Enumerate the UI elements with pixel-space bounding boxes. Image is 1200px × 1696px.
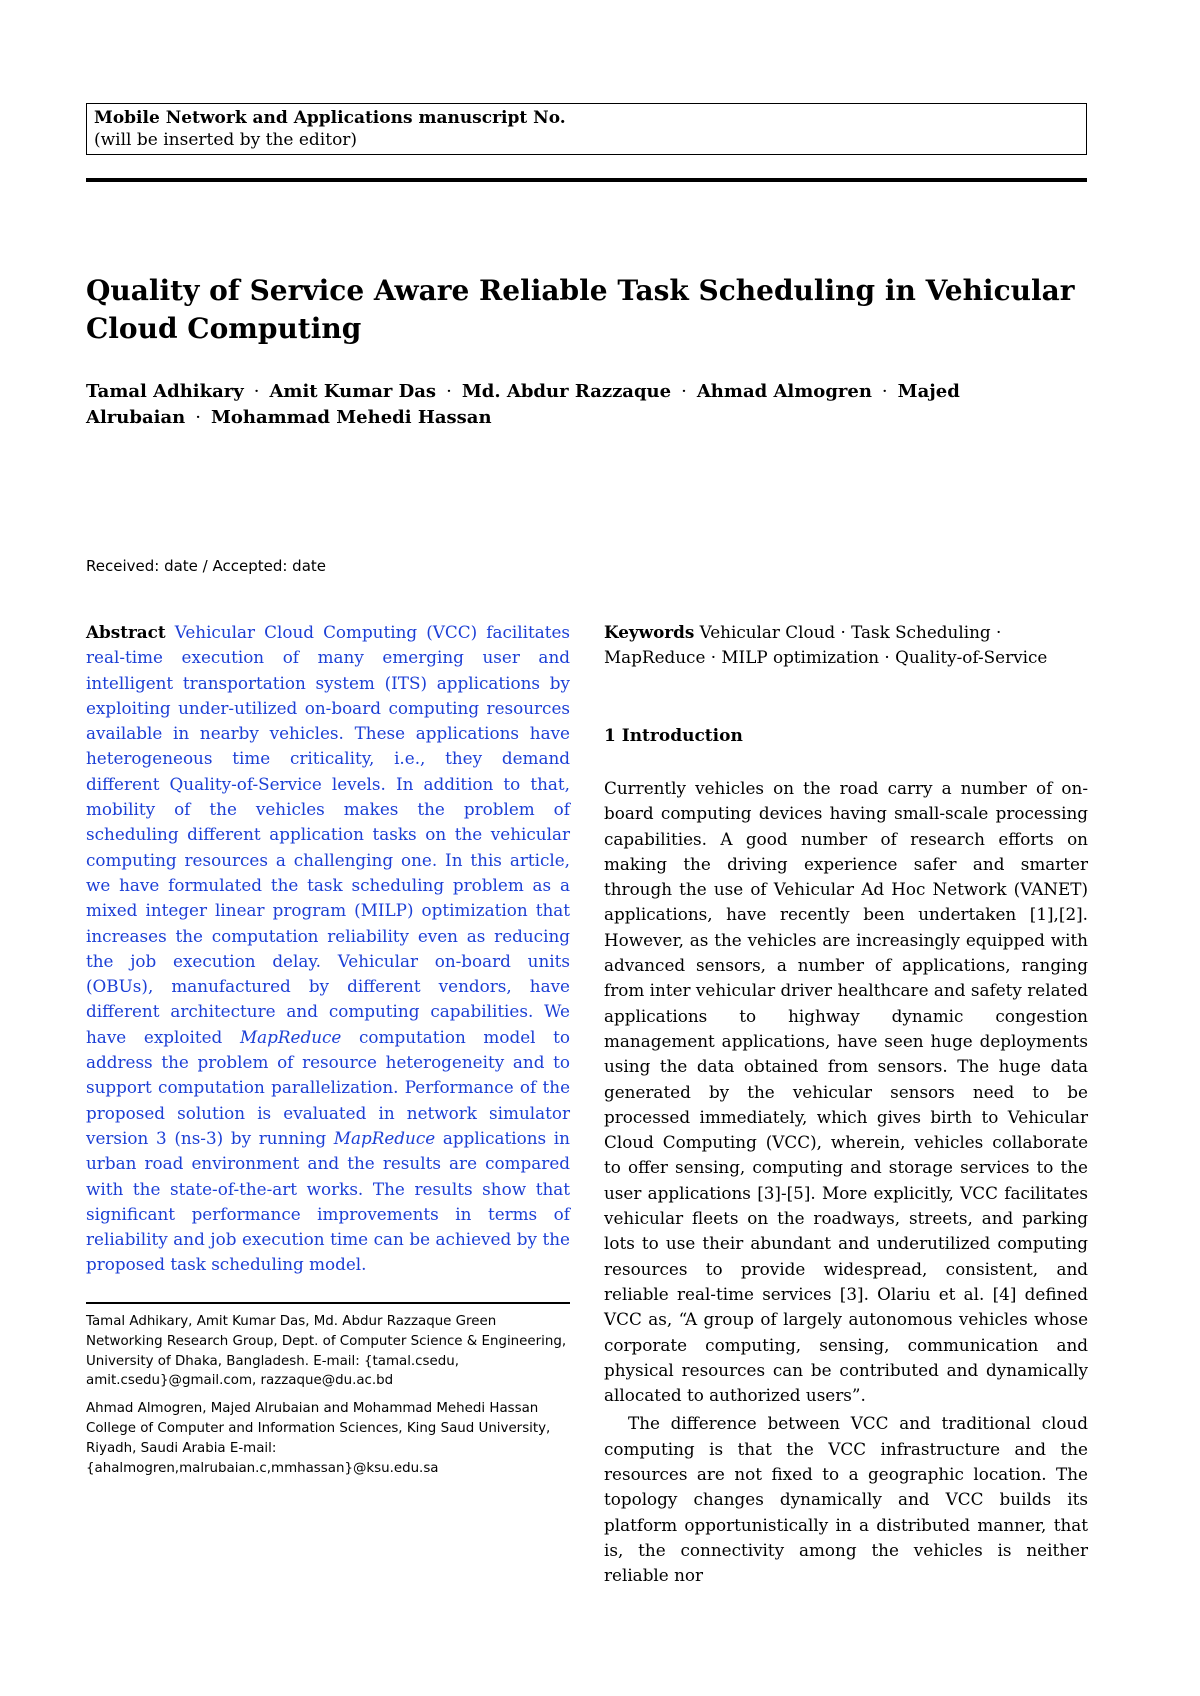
abstract-emphasis: MapReduce	[333, 1127, 436, 1148]
paragraph: Currently vehicles on the road carry a number of on-board computing devices having small-scale processing capabilities. A good number of research efforts on making the driving experience safer and smarter through the use of Vehicular Ad Hoc Network (VANET) applications, have recently been undertaken [1],[2]. However, as the vehicles are increasingly equipped with advanced sensors, a number of applications, ranging from inter vehicular driver healthcare and safety related applications to highway dynamic congestion management applications, have seen huge deployments using the data obtained from sensors. The huge data generated by the vehicular sensors need to be processed immediately, which gives birth to Vehicular Cloud Computing (VCC), wherein, vehicles collaborate to offer sensing, computing and storage services to the user applications [3]-[5]. More explicitly, VCC facilitates vehicular fleets on the roadways, streets, and parking lots to use their abundant and underutilized computing resources to provide widespread, consistent, and reliable real-time services [3]. Olariu et al. [4] defined VCC as, “A group of largely autonomous vehicles whose corporate computing, sensing, communication and physical resources can be contributed and dynamically allocated to authorized users”.	[604, 778, 1088, 1406]
author: Md. Abdur Razzaque	[461, 381, 672, 402]
author-separator: ·	[681, 381, 687, 402]
author: Majed Alrubaian	[86, 381, 960, 428]
affiliation-block: Tamal Adhikary, Amit Kumar Das, Md. Abdur Razzaque Green Networking Research Group, Dept. of Computer Science & Engineering, University of Dhaka, Bangladesh. E-mail: {tamal.csedu, amit.csedu}@gmail.com, razzaque@du.ac.bd	[86, 1314, 567, 1389]
author: Tamal Adhikary	[86, 381, 244, 402]
author-separator: ·	[195, 407, 201, 428]
abstract-emphasis: MapReduce	[239, 1026, 342, 1047]
received-accepted-date: Received: date / Accepted: date	[86, 557, 326, 575]
abstract	[86, 620, 570, 1278]
keywords	[604, 620, 1092, 671]
author: Mohammad Mehedi Hassan	[210, 407, 492, 428]
affiliation-block: Ahmad Almogren, Majed Alrubaian and Mohammad Mehedi Hassan College of Computer and Information Sciences, King Saud University, Riyadh, Saudi Arabia E-mail: {ahalmogren,malrubaian.c,mmhassan}@ksu.edu.sa	[86, 1401, 551, 1476]
abstract-text-part: applications in urban road environment and the results are compared with the state-of-the-art works. The results show that significant performance improvements in terms of reliability and job execution time can be achieved by the proposed task scheduling model.	[86, 1127, 570, 1275]
author-list	[86, 379, 1096, 431]
editor-note-line: (will be inserted by the editor)	[94, 130, 358, 150]
author-separator: ·	[446, 381, 452, 402]
author: Ahmad Almogren	[696, 381, 872, 402]
keywords-text: Vehicular Cloud · Task Scheduling · MapReduce · MILP optimization · Quality-of-Service	[604, 622, 1048, 668]
abstract-label: Abstract	[86, 622, 166, 642]
section-heading-introduction: 1 Introduction	[604, 726, 743, 746]
paper-title: Quality of Service Aware Reliable Task Scheduling in Vehicular Cloud Computing	[86, 274, 1075, 345]
author-separator: ·	[253, 381, 260, 402]
abstract-text-part: computation model to address the problem of resource heterogeneity and to support computation parallelization. Performance of the proposed solution is evaluated in network simulator version 3 (ns-3) by running	[86, 1026, 571, 1148]
header-rule	[86, 178, 1087, 182]
abstract-text	[86, 622, 570, 1274]
author: Amit Kumar Das	[269, 381, 437, 402]
author-separator: ·	[881, 381, 888, 402]
author-affiliations	[86, 1312, 570, 1486]
footnote-rule	[86, 1302, 570, 1304]
abstract-text-part: Vehicular Cloud Computing (VCC) facilitates real-time execution of many emerging user and intelligent transportation system (ITS) applications by exploiting under-utilized on-board computing resources available in nearby vehicles. These applications have heterogeneous time criticality, i.e., they demand different Quality-of-Service levels. In addition to that, mobility of the vehicles makes the problem of scheduling different application tasks on the vehicular computing resources a challenging one. In this article, we have formulated the task scheduling problem as a mixed integer linear program (MILP) optimization that increases the computation reliability even as reducing the job execution delay. Vehicular on-board units (OBUs), manufactured by different vendors, have different architecture and computing capabilities. We have exploited	[86, 622, 570, 1047]
paragraph: The difference between VCC and traditional cloud computing is that the VCC infrastructure and the resources are not fixed to a geographic location. The topology changes dynamically and VCC builds its platform opportunistically in a distributed manner, that is, the connectivity among the vehicles is neither reliable nor	[604, 1413, 1088, 1586]
introduction-body	[604, 776, 1088, 1589]
keywords-label: Keywords	[604, 622, 695, 642]
journal-header-box	[86, 103, 1087, 155]
journal-manuscript-line: Mobile Network and Applications manuscript No.	[94, 108, 566, 128]
